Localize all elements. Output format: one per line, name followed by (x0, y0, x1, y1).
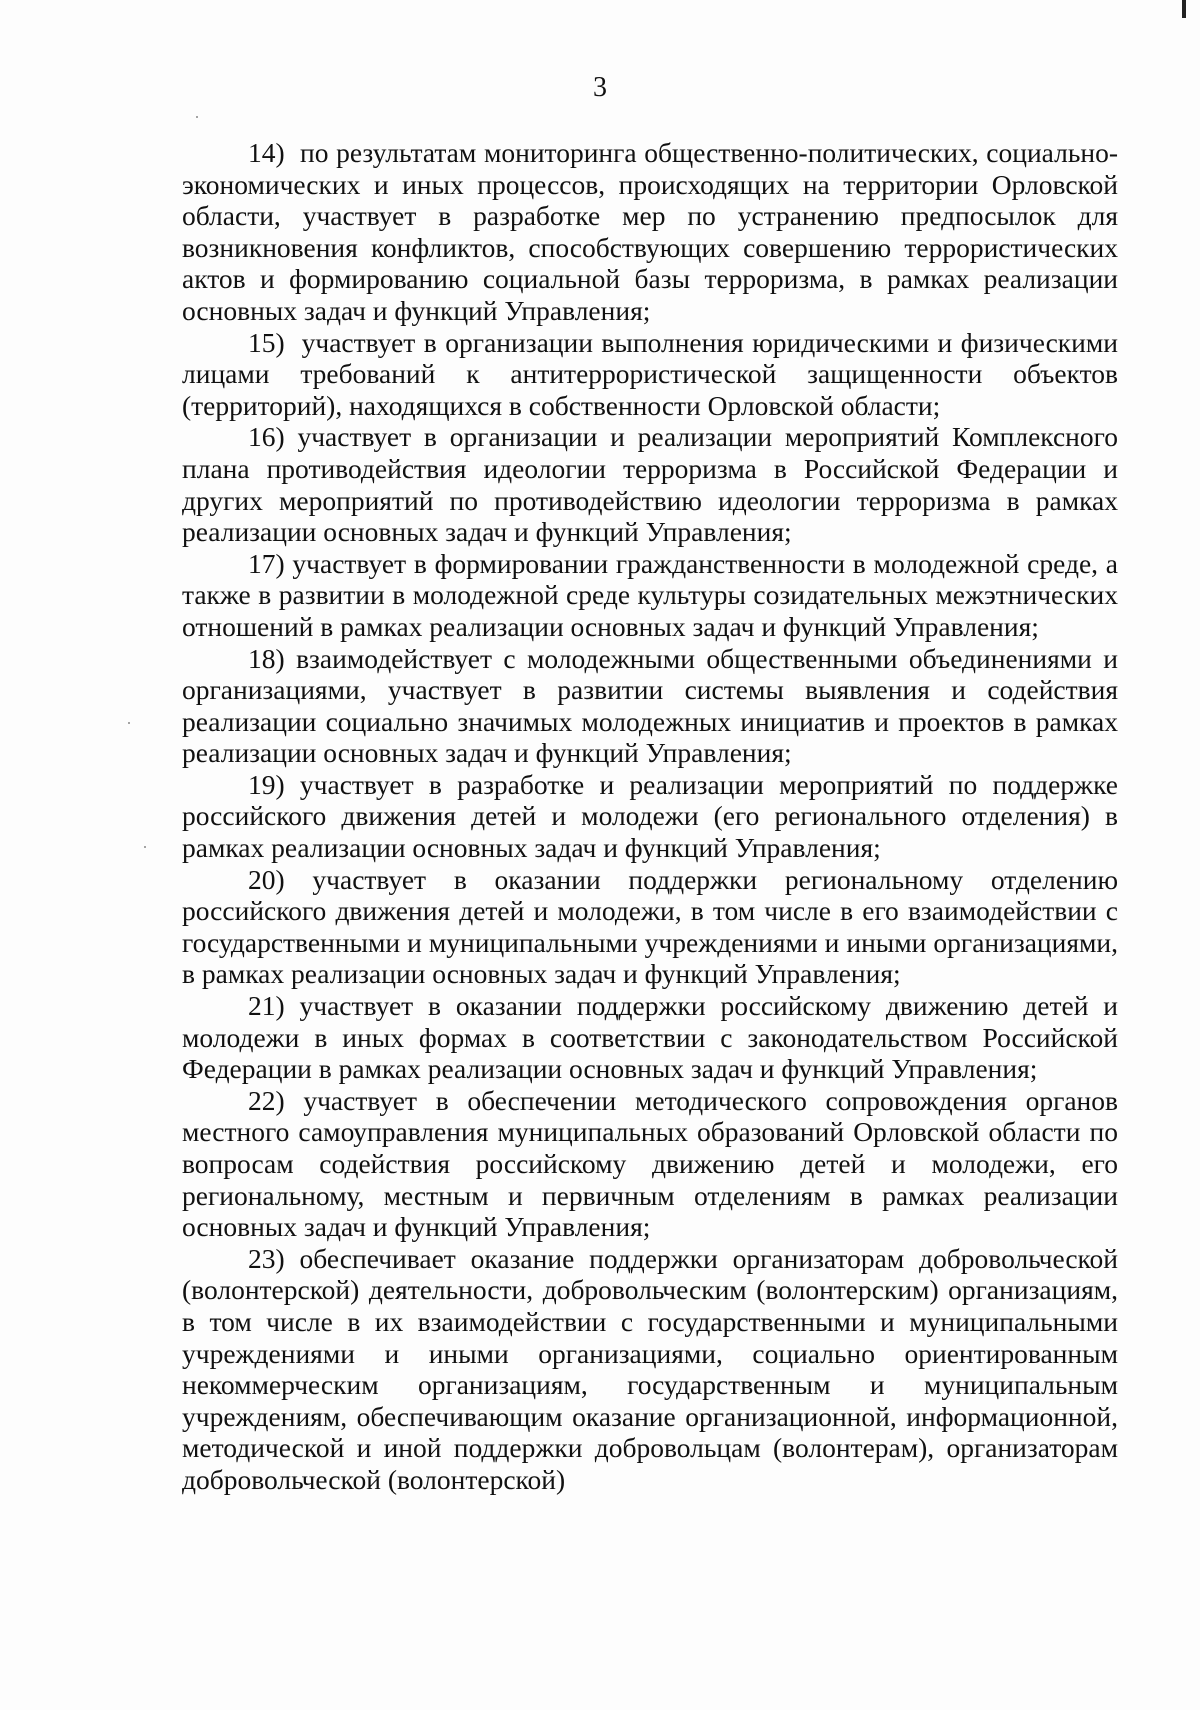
scan-speck (196, 116, 198, 118)
paragraph-item-19: 19) участвует в разработке и реализации мероприятий по поддержке российского движения детей и молодежи (его регионального отделения) в рамках реализации основных задач и функций Управления; (182, 768, 1118, 864)
document-body (182, 137, 1118, 1496)
paragraph-item-21: 21) участвует в оказании поддержки российскому движению детей и молодежи в иных формах в соответствии с законодательством Российской Федерации в рамках реализации основных задач и функций Управления; (182, 990, 1118, 1085)
scan-speck (144, 846, 146, 848)
paragraph-item-23: 23) обеспечивает оказание поддержки организаторам добровольческой (волонтерской) деятельности, добровольческим (волонтерским) организациям, в том числе в их взаимодействии с государственными и муниципальными учреждениями и иными организациями, социально ориентированным некоммерческим организациям, государственным и муниципальным учреждениям, обеспечивающим оказание организационной, информационной, методической и иной поддержки добровольцам (волонтерам), организаторам добровольческой (волонтерской) (182, 1242, 1118, 1495)
paragraph-item-16: 16) участвует в организации и реализации мероприятий Комплексного плана противодействия идеологии терроризма в Российской Федерации и других мероприятий по противодействию идеологии терроризма в рамках реализации основных задач и функций Управления; (182, 421, 1118, 548)
paragraph-item-14: 14) по результатам мониторинга общественно-политических, социально-экономических и иных процессов, происходящих на территории Орловской области, участвует в разработке мер по устранению предпосылок для возникновения конфликтов, способствующих совершению террористических актов и формированию социальной базы терроризма, в рамках реализации основных задач и функций Управления; (182, 137, 1118, 326)
paragraph-item-18: 18) взаимодействует с молодежными общественными объединениями и организациями, участвует в развитии системы выявления и содействия реализации социально значимых молодежных инициатив и проектов в рамках реализации основных задач и функций Управления; (182, 642, 1118, 769)
paragraph-item-22: 22) участвует в обеспечении методического сопровождения органов местного самоуправления муниципальных образований Орловской области по вопросам содействия российскому движению детей и молодежи, его региональному, местным и первичным отделениям в рамках реализации основных задач и функций Управления; (182, 1084, 1118, 1243)
scan-edge-mark (1182, 0, 1186, 18)
paragraph-item-15: 15) участвует в организации выполнения юридическими и физическими лицами требований к антитеррористической защищенности объектов (территорий), находящихся в собственности Орловской области; (182, 326, 1118, 421)
paragraph-item-17: 17) участвует в формировании гражданственности в молодежной среде, а также в развитии в молодежной среде культуры созидательных межэтнических отношений в рамках реализации основных задач и функций Управления; (182, 547, 1118, 642)
scan-speck (128, 722, 130, 724)
paragraph-item-20: 20) участвует в оказании поддержки региональному отделению российского движения детей и молодежи, в том числе в его взаимодействии с государственными и муниципальными учреждениями и иными организациями, в рамках реализации основных задач и функций Управления; (182, 863, 1118, 990)
page-number: 3 (593, 72, 607, 103)
